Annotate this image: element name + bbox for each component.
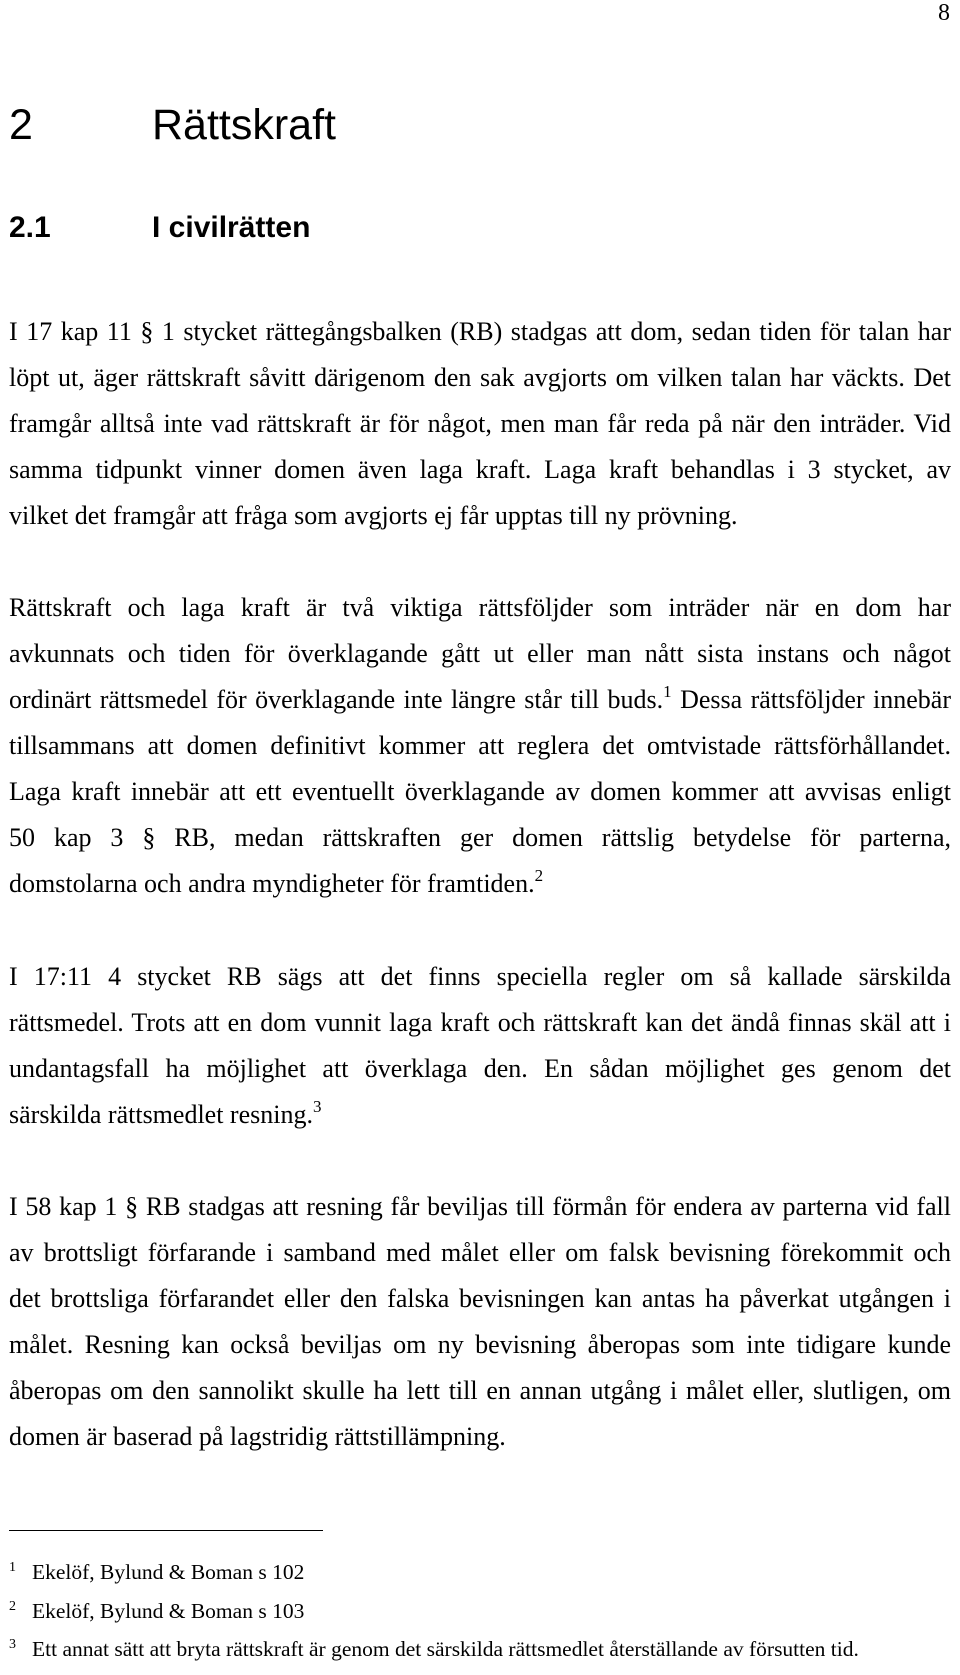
text-line: Rättskraft och laga kraft är två viktiga rättsföljder som inträder när en dom har [9, 593, 951, 622]
footnote-text: Ekelöf, Bylund & Boman s 103 [32, 1598, 305, 1623]
text-segment: Dessa rättsföljder innebär [671, 685, 951, 714]
text-line: I 58 kap 1 § RB stadgas att resning får beviljas till förmån för endera av parterna vid fall [9, 1192, 951, 1221]
footnote-item: 2 Ekelöf, Bylund & Boman s 103 [9, 1598, 305, 1623]
text-segment: ordinärt rättsmedel för överklagande inte längre står till buds. [9, 685, 664, 714]
body-paragraph-4 [9, 1184, 951, 1460]
text-line: I 17 kap 11 § 1 stycket rättegångsbalken (RB) stadgas att dom, sedan tiden för talan har [9, 317, 951, 346]
page-number: 8 [938, 0, 950, 26]
text-line: vilket det framgår att fråga som avgjorts ej får upptas till ny prövning. [9, 501, 738, 530]
footnote-text: Ekelöf, Bylund & Boman s 102 [32, 1560, 305, 1584]
text-line: avkunnats och tiden för överklagande gått ut eller man nått sista instans och något [9, 639, 951, 668]
footnote-text: Ett annat sätt att bryta rättskraft är genom det särskilda rättsmedlet återställande av försutten tid. [32, 1637, 859, 1661]
text-line: domen är baserad på lagstridig rättstillämpning. [9, 1422, 506, 1451]
text-line: undantagsfall ha möjlighet att överklaga den. En sådan möjlighet ges genom det [9, 1054, 951, 1083]
section-title: I civilrätten [152, 211, 311, 244]
footnote-item: 1 Ekelöf, Bylund & Boman s 102 [9, 1560, 305, 1584]
footnote-list [9, 1559, 951, 1675]
section-number: 2.1 [9, 211, 51, 244]
text-line: framgår alltså inte vad rättskraft är för något, men man får reda på när den inträder. Vid [9, 409, 951, 438]
footnote-separator [9, 1530, 323, 1531]
text-line: målet. Resning kan också beviljas om ny bevisning åberopas som inte tidigare kunde [9, 1330, 951, 1359]
chapter-number: 2 [9, 101, 33, 149]
footnote-ref: 1 [663, 682, 672, 701]
text-segment: domstolarna och andra myndigheter för framtiden. [9, 869, 535, 898]
text-line [9, 861, 951, 907]
text-line: åberopas om den sannolikt skulle ha lett till en annan utgång i målet eller, slutligen, om [9, 1376, 951, 1405]
text-segment: särskilda rättsmedlet resning. [9, 1100, 313, 1129]
footnote-ref: 3 [312, 1097, 322, 1116]
text-line: rättsmedel. Trots att en dom vunnit laga kraft och rättskraft kan det ändå finnas skäl att i [9, 1008, 951, 1037]
section-heading [0, 210, 960, 246]
chapter-heading [0, 100, 960, 150]
text-line: löpt ut, äger rättskraft såvitt därigenom den sak avgjorts om vilken talan har väckts. Det [9, 363, 951, 392]
text-line [9, 1092, 951, 1138]
text-line: av brottsligt förfarande i samband med målet eller om falsk bevisning förekommit och [9, 1238, 951, 1267]
footnote-item: 3 Ett annat sätt att bryta rättskraft är genom det särskilda rättsmedlet återställande av försutten tid. [9, 1637, 859, 1661]
text-line: tillsammans att domen definitivt kommer att reglera det omtvistade rättsförhållandet. [9, 731, 951, 760]
text-line [9, 677, 951, 723]
text-line: samma tidpunkt vinner domen även laga kraft. Laga kraft behandlas i 3 stycket, av [9, 455, 951, 484]
body-paragraph-1 [9, 309, 951, 539]
text-line: Laga kraft innebär att ett eventuellt överklagande av domen kommer att avvisas enligt [9, 777, 951, 806]
text-line: 50 kap 3 § RB, medan rättskraften ger domen rättslig betydelse för parterna, [9, 823, 951, 852]
body-paragraph-3 [9, 954, 951, 1138]
body-paragraph-2 [9, 585, 951, 907]
text-line: det brottsliga förfarandet eller den falska bevisningen kan antas ha påverkat utgången i [9, 1284, 951, 1313]
footnote-ref: 2 [534, 866, 544, 885]
chapter-title: Rättskraft [152, 101, 336, 149]
text-line: I 17:11 4 stycket RB sägs att det finns speciella regler om så kallade särskilda [9, 962, 951, 991]
